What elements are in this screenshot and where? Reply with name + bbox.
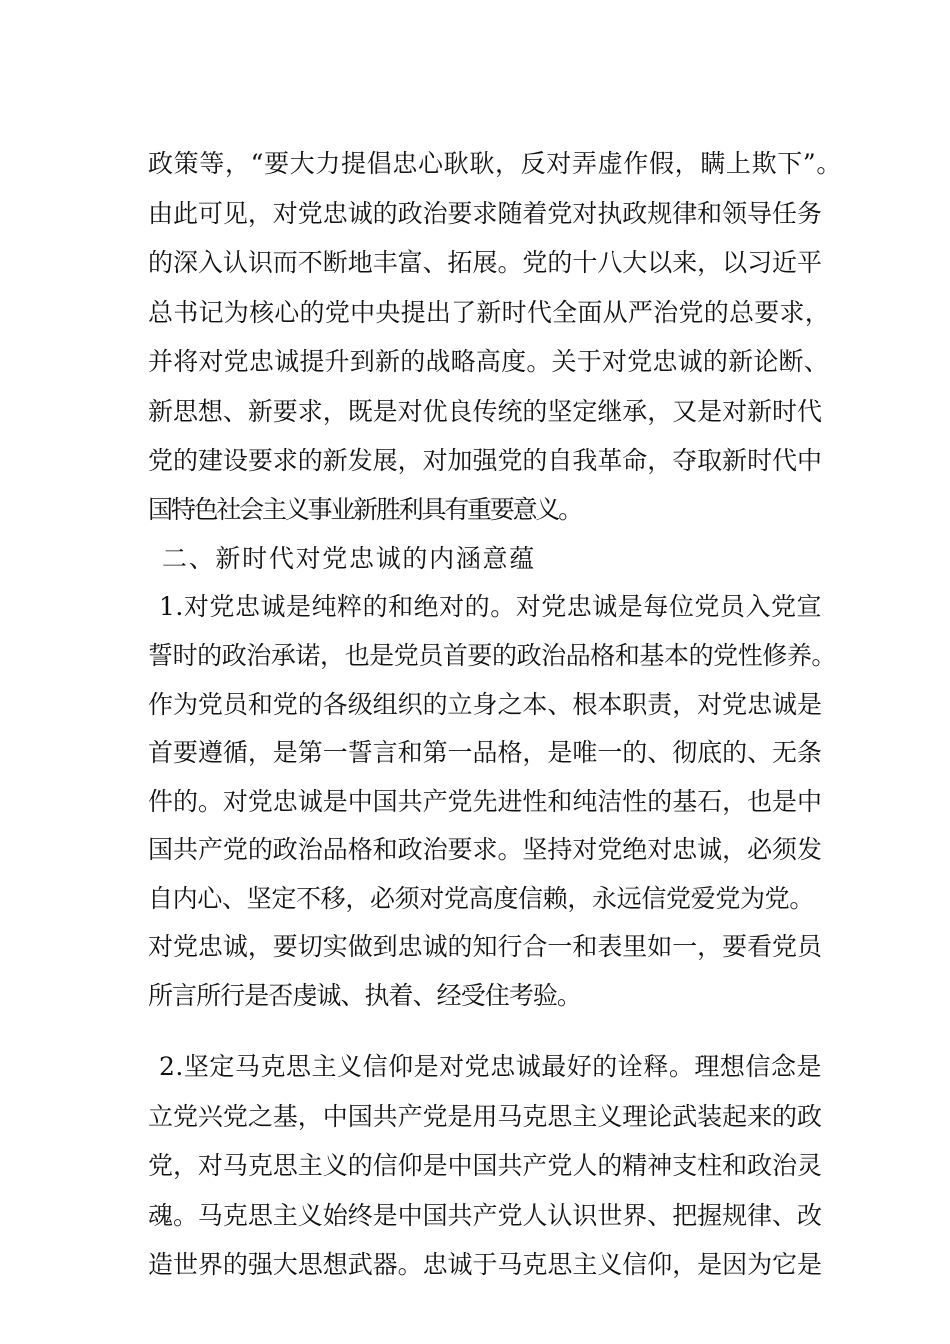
paragraph-line: 所言所行是否虔诚、执着、经受住考验。: [148, 981, 581, 1010]
paragraph-line: 对党忠诚，要切实做到忠诚的知行合一和表里如一，要看党员: [148, 932, 822, 961]
paragraph-line: 总书记为核心的党中央提出了新时代全面从严治党的总要求，: [148, 298, 830, 327]
paragraph-line: 政策等，“要大力提倡忠心耿耿，反对弄虚作假，瞒上欺下”。: [148, 149, 842, 178]
paragraph-line: 党的建设要求的新发展，对加强党的自我革命，夺取新时代中: [148, 446, 822, 475]
paragraph-line: 自内心、坚定不移，必须对党高度信赖，永远信党爱党为党。: [148, 884, 814, 913]
section-heading: 二、新时代对党忠诚的内涵意蕴: [162, 544, 536, 573]
paragraph-line: 并将对党忠诚提升到新的战略高度。关于对党忠诚的新论断、: [148, 347, 829, 376]
paragraph-line: 魂。马克思主义始终是中国共产党人认识世界、把握规律、改: [148, 1201, 822, 1230]
paragraph-line: 新思想、新要求，既是对优良传统的坚定继承，又是对新时代: [148, 397, 822, 426]
paragraph-line: 党，对马克思主义的信仰是中国共产党人的精神支柱和政治灵: [148, 1151, 822, 1180]
paragraph-line: 立党兴党之基，中国共产党是用马克思主义理论武装起来的政: [148, 1102, 822, 1131]
paragraph-line: 国特色社会主义事业新胜利具有重要意义。: [148, 495, 581, 524]
paragraph-line: 1.对党忠诚是纯粹的和绝对的。对党忠诚是每位党员入党宣: [159, 592, 823, 621]
paragraph-line: 件的。对党忠诚是中国共产党先进性和纯洁性的基石，也是中: [148, 787, 822, 816]
paragraph-line: 造世界的强大思想武器。忠诚于马克思主义信仰，是因为它是: [148, 1250, 822, 1279]
paragraph-line: 首要遵循，是第一誓言和第一品格，是唯一的、彻底的、无条: [148, 738, 822, 767]
paragraph-line: 由此可见，对党忠诚的政治要求随着党对执政规律和领导任务: [148, 199, 822, 228]
paragraph-line: 誓时的政治承诺，也是党员首要的政治品格和基本的党性修养。: [148, 641, 836, 670]
paragraph-line: 的深入认识而不断地丰富、拓展。党的十八大以来，以习近平: [148, 248, 822, 277]
paragraph-line: 作为党员和党的各级组织的立身之本、根本职责，对党忠诚是: [148, 690, 822, 719]
paragraph-line: 国共产党的政治品格和政治要求。坚持对党绝对忠诚，必须发: [148, 835, 822, 864]
paragraph-line: 2.坚定马克思主义信仰是对党忠诚最好的诠释。理想信念是: [159, 1052, 823, 1081]
